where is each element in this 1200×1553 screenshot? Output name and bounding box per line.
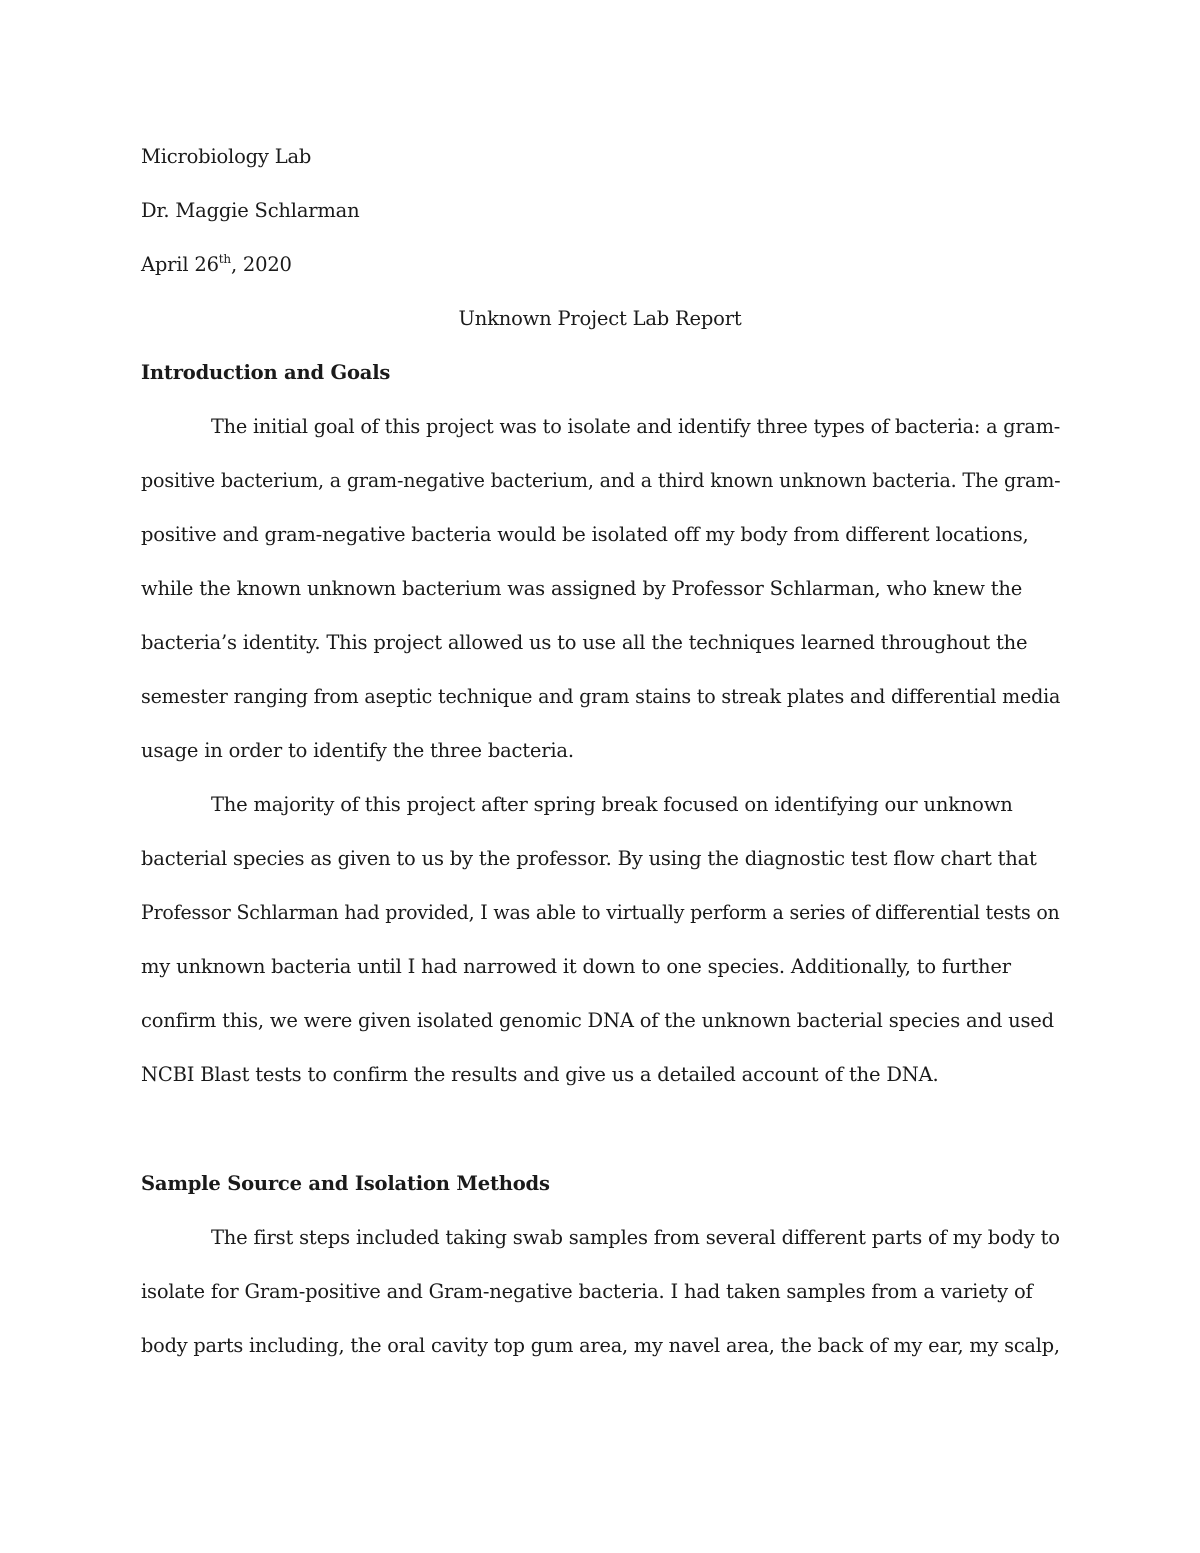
paragraph-line: positive bacterium, a gram-negative bacterium, and a third known unknown bacteria. The gram- (141, 469, 1061, 492)
paragraph-line: The majority of this project after spring break focused on identifying our unknown (211, 793, 1013, 816)
section-heading-sample-source: Sample Source and Isolation Methods (141, 1172, 550, 1195)
paragraph-line: bacteria’s identity. This project allowed us to use all the techniques learned throughout the (141, 631, 1028, 654)
paragraph-line: my unknown bacteria until I had narrowed it down to one species. Additionally, to further (141, 955, 1011, 978)
paragraph-line: The initial goal of this project was to isolate and identify three types of bacteria: a gram- (211, 415, 1061, 438)
paragraph-line: bacterial species as given to us by the professor. By using the diagnostic test flow chart that (141, 847, 1037, 870)
section-heading-introduction: Introduction and Goals (141, 361, 391, 384)
report-date (141, 253, 292, 277)
date-year: , 2020 (230, 253, 292, 276)
date-ordinal: th (218, 252, 231, 266)
instructor-name: Dr. Maggie Schlarman (141, 199, 360, 222)
paragraph-line: isolate for Gram-positive and Gram-negative bacteria. I had taken samples from a variety of (141, 1280, 1033, 1303)
report-title: Unknown Project Lab Report (458, 307, 742, 330)
paragraph-line: The first steps included taking swab samples from several different parts of my body to (211, 1226, 1060, 1249)
paragraph-line: while the known unknown bacterium was assigned by Professor Schlarman, who knew the (141, 577, 1023, 600)
paragraph-line: body parts including, the oral cavity top gum area, my navel area, the back of my ear, my scalp, (141, 1334, 1060, 1357)
paragraph-line: usage in order to identify the three bacteria. (141, 739, 574, 762)
date-day: April 26 (141, 253, 219, 276)
paragraph-line: NCBI Blast tests to confirm the results and give us a detailed account of the DNA. (141, 1063, 939, 1086)
paragraph-line: semester ranging from aseptic technique and gram stains to streak plates and differential media (141, 685, 1061, 708)
paragraph-line: Professor Schlarman had provided, I was able to virtually perform a series of differential tests on (141, 901, 1060, 924)
paragraph-line: positive and gram-negative bacteria would be isolated off my body from different locations, (141, 523, 1029, 546)
paragraph-line: confirm this, we were given isolated genomic DNA of the unknown bacterial species and used (141, 1009, 1054, 1032)
course-name: Microbiology Lab (141, 145, 312, 168)
